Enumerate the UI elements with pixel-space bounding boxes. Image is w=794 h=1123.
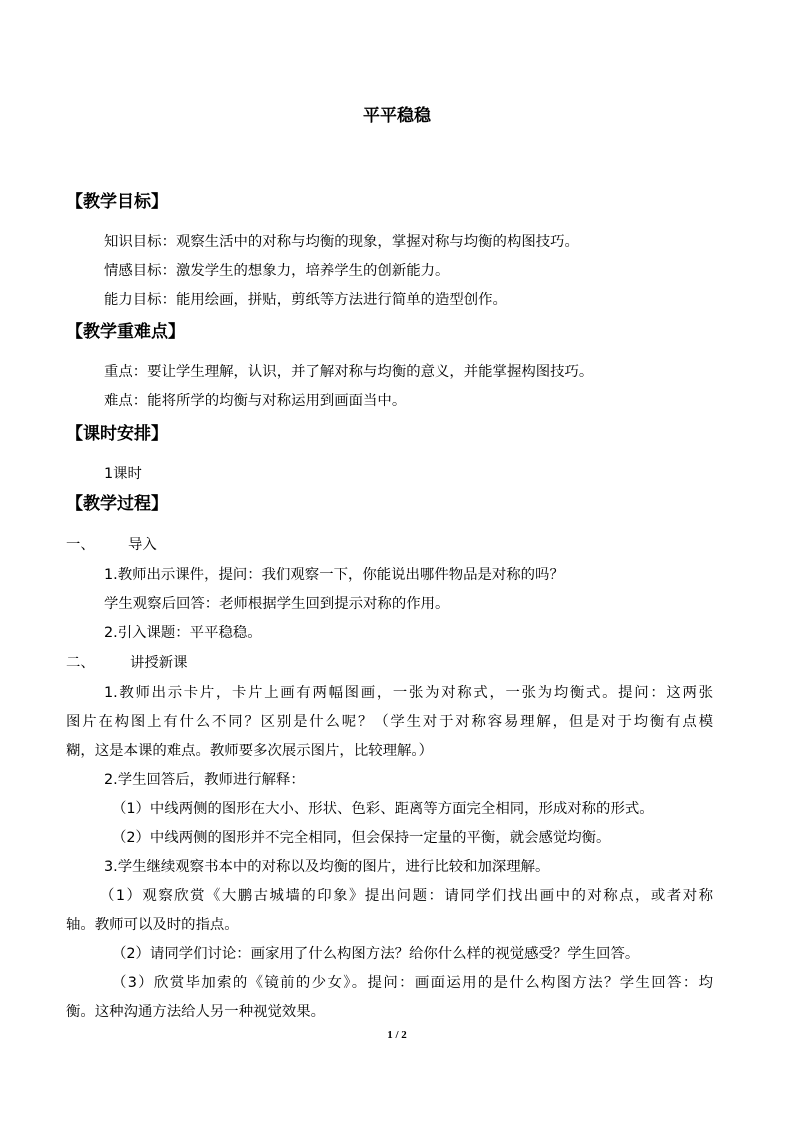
heading-key-points: 【教学重难点】 xyxy=(66,322,185,342)
part2-line-12: 衡。这种沟通方法给人另一种视觉效果。 xyxy=(66,1004,326,1020)
part1-line-1: 1.教师出示课件，提问：我们观察一下，你能说出哪件物品是对称的吗？ xyxy=(104,567,564,583)
part2-line-10: （2）请同学们讨论：画家用了什么构图方法？给你什么样的视觉感受？学生回答。 xyxy=(112,946,640,962)
heading-objectives: 【教学目标】 xyxy=(66,192,168,212)
part2-line-1: 1.教师出示卡片，卡片上画有两幅图画，一张为对称式，一张为均衡式。提问：这两张 xyxy=(104,685,713,701)
part2-line-7: 3.学生继续观察书本中的对称以及均衡的图片，进行比较和加深理解。 xyxy=(104,859,550,875)
heading-process: 【教学过程】 xyxy=(66,494,168,514)
part2-line-2: 图片在构图上有什么不同？区别是什么呢？（学生对于对称容易理解，但是对于均衡有点模 xyxy=(66,714,713,730)
part2-line-6: （2）中线两侧的图形并不完全相同，但会保持一定量的平衡，就会感觉均衡。 xyxy=(112,830,611,846)
heading-schedule: 【课时安排】 xyxy=(66,424,168,444)
part2-number: 二、 xyxy=(66,655,95,671)
part2-label: 讲授新课 xyxy=(130,655,188,671)
part2-line-9: 轴。教师可以及时的指点。 xyxy=(66,917,239,933)
part1-number: 一、 xyxy=(66,537,95,553)
part2-line-8: （1）观察欣赏《大鹏古城墙的印象》提出问题：请同学们找出画中的对称点，或者对称 xyxy=(100,888,713,904)
part2-line-3: 糊，这是本课的难点。教师要多次展示图片，比较理解。） xyxy=(66,743,433,759)
part1-line-2: 学生观察后回答：老师根据学生回到提示对称的作用。 xyxy=(104,596,450,612)
schedule-hours: 1课时 xyxy=(104,466,142,482)
part2-line-4: 2.学生回答后，教师进行解释： xyxy=(104,772,305,788)
part1-line-3: 2.引入课题：平平稳稳。 xyxy=(104,625,262,641)
key-point-difficulty: 难点：能将所学的均衡与对称运用到画面当中。 xyxy=(104,393,407,409)
key-point-focus: 重点：要让学生理解，认识，并了解对称与均衡的意义，并能掌握构图技巧。 xyxy=(104,364,594,380)
objective-emotion: 情感目标：激发学生的想象力，培养学生的创新能力。 xyxy=(104,263,450,279)
part2-line-5: （1）中线两侧的图形在大小、形状、色彩、距离等方面完全相同，形成对称的形式。 xyxy=(112,801,654,817)
part1-label: 导入 xyxy=(128,537,157,553)
part2-line-11: （3）欣赏毕加索的《镜前的少女》。提问：画面运用的是什么构图方法？学生回答：均 xyxy=(112,975,713,991)
objective-knowledge: 知识目标：观察生活中的对称与均衡的现象，掌握对称与均衡的构图技巧。 xyxy=(104,234,579,250)
objective-ability: 能力目标：能用绘画，拼贴，剪纸等方法进行简单的造型创作。 xyxy=(104,292,507,308)
page-number: 1 / 2 xyxy=(387,1029,407,1041)
document-title: 平平稳稳 xyxy=(363,106,431,126)
